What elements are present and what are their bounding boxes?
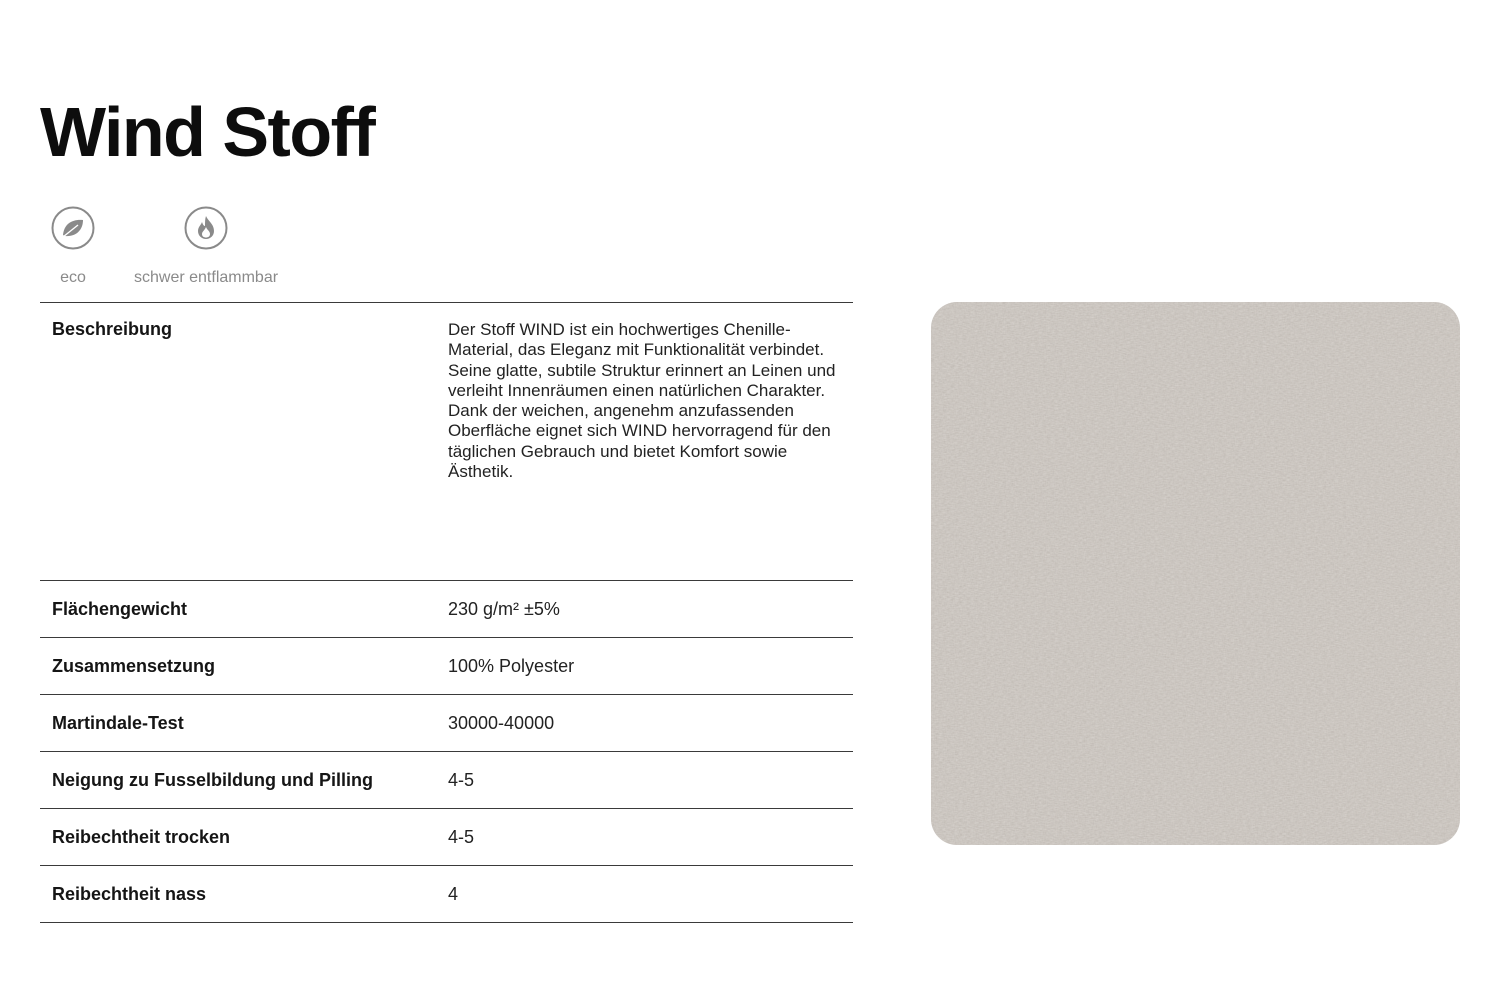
feature-flame-retardant xyxy=(134,206,278,288)
spec-row-description xyxy=(40,303,853,581)
spec-row xyxy=(40,695,853,752)
spec-label: Neigung zu Fusselbildung und Pilling xyxy=(52,769,373,790)
spec-label: Beschreibung xyxy=(52,319,173,339)
feature-label-flame-retardant: schwer entflammbar xyxy=(134,269,279,286)
spec-value: 30000-40000 xyxy=(448,712,555,733)
fabric-swatch-image xyxy=(931,302,1460,845)
spec-value: 230 g/m² ±5% xyxy=(448,598,560,619)
spec-label: Zusammensetzung xyxy=(52,655,216,676)
flame-icon xyxy=(184,206,228,250)
feature-eco xyxy=(40,206,106,288)
leaf-icon xyxy=(51,206,95,250)
spec-row xyxy=(40,752,853,809)
spec-value: 4 xyxy=(448,883,459,904)
spec-label: Reibechtheit nass xyxy=(52,883,207,904)
spec-row xyxy=(40,638,853,695)
spec-value: 4-5 xyxy=(448,769,475,790)
feature-label-eco: eco xyxy=(60,269,86,286)
spec-value: 100% Polyester xyxy=(448,655,575,676)
spec-row xyxy=(40,866,853,923)
spec-row xyxy=(40,581,853,638)
spec-label: Reibechtheit trocken xyxy=(52,826,231,847)
spec-table xyxy=(40,302,853,923)
spec-label: Martindale-Test xyxy=(52,712,184,733)
page-title: Wind Stoff xyxy=(40,93,375,171)
spec-row xyxy=(40,809,853,866)
spec-value: 4-5 xyxy=(448,826,475,847)
feature-badges xyxy=(40,206,278,288)
spec-label: Flächengewicht xyxy=(52,598,188,619)
spec-description-text: Der Stoff WIND ist ein hochwertiges Chenille-Material, das Eleganz mit Funktionalität verbindet. Seine glatte, subtile Struktur erinnert an Leinen und verleiht Innenräumen einen natürlichen Charakter. Dank der weichen, angenehm anzufassenden Oberfläche eignet sich WIND hervorragend für den täglichen Gebrauch und bietet Komfort sowie Ästhetik. xyxy=(448,320,836,482)
